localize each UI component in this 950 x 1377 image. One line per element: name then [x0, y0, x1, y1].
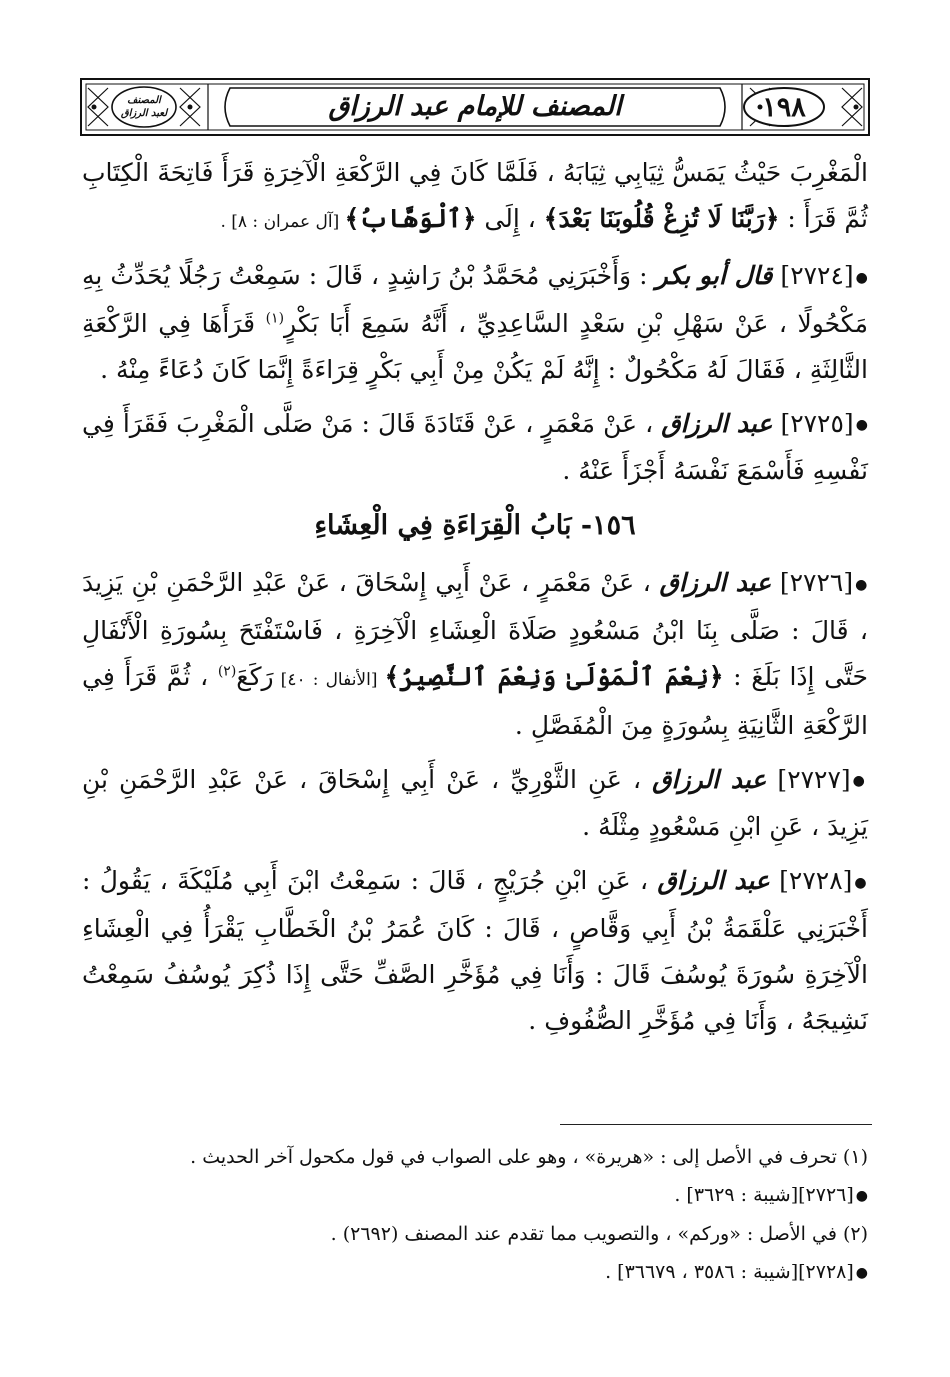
- bullet-icon: ●: [854, 874, 869, 891]
- quran-verse: ﴿رَبَّنَا لَا تُزِغْ قُلُوبَنَا بَعْدَ﴾: [543, 204, 780, 233]
- quran-verse: ﴿نِعْمَ ٱلْمَوْلَىٰ وَنِعْمَ ٱلنَّصِيرُ﴾: [384, 661, 724, 691]
- bullet-icon: ●: [855, 576, 869, 593]
- hadith-text: ، عَنِ الثَّوْرِيِّ ، عَنْ أَبِي إِسْحَاقَ ، عَنْ عَبْدِ الرَّحْمَنِ بْنِ يَزِيدَ ، عَنِ ابْنِ مَسْعُودٍ مِثْلَهُ .: [82, 764, 868, 841]
- hadith-2728: [82, 858, 868, 1044]
- hadith-text: ، إِلَى: [476, 204, 544, 233]
- hadith-number: [٢٧٢٧]: [777, 764, 851, 794]
- bullet-icon: ●: [855, 417, 869, 433]
- hadith-text: قَرَأَهَا فِي الرَّكْعَةِ الثَّالِثَةِ ، فَقَالَ لَهُ مَكْحُولٌ : إِنَّهُ لَمْ يَكُنْ مِنْ أَبِي بَكْرٍ قِرَاءَةً إِنَّمَا كَانَ دُعَاءً مِنْهُ .: [82, 308, 868, 384]
- narrator-name: عبد الرزاق: [659, 568, 772, 597]
- quran-verse: ﴿ٱلْوَهَّابُ﴾: [344, 204, 477, 233]
- logo-line-2: لعبد الرزاق: [120, 108, 168, 119]
- hadith-number: [٢٧٢٦]: [779, 568, 854, 597]
- footnote-marker[interactable]: (١): [265, 310, 285, 327]
- cross-reference-2726: [82, 1176, 868, 1215]
- chapter-title: ١٥٦- بَابُ الْقِرَاءَةِ فِي الْعِشَاءِ: [314, 510, 636, 541]
- hadith-text: ، ثُمَّ قَرَأَ فِي الرَّكْعَةِ الثَّانِيَةِ بِسُورَةٍ مِنَ الْمُفَصَّلِ .: [82, 661, 868, 740]
- verse-reference: [الأنفال : ٤٠]: [273, 669, 385, 690]
- hadith-2725: [82, 401, 868, 495]
- hadith-text: رَكَعَ: [236, 661, 274, 691]
- cross-reference-text: [٢٧٢٦][شيبة : ٣٦٢٩] .: [674, 1184, 854, 1206]
- footnotes: [82, 1138, 868, 1292]
- bullet-icon: ●: [852, 773, 869, 789]
- hadith-2727: [82, 757, 868, 851]
- hadith-number: [٢٧٢٤]: [780, 261, 854, 290]
- hadith-text: ، عَنِ ابْنِ جُرَيْجٍ ، قَالَ : سَمِعْتُ ابْنَ أَبِي مُلَيْكَةَ ، يَقُولُ : أَخْبَرَنِي عَلْقَمَةُ بْنُ أَبِي وَقَّاصٍ ، قَالَ : كَانَ عُمَرُ بْنُ الْخَطَّابِ يَقْرَأُ فِي الْعِشَاءِ الْآخِرَةِ سُورَةَ يُوسُفَ قَالَ : وَأَنَا فِي مُؤَخَّرِ الصَّفِّ حَتَّى إِذَا ذُكِرَ يُوسُفُ سَمِعْتُ نَشِيجَهُ ، وَأَنَا فِي مُؤَخَّرِ الصُّفُوفِ .: [82, 866, 868, 1035]
- page-number: ١٩٨: [762, 91, 806, 123]
- hadith-number: [٢٧٢٥]: [780, 408, 854, 438]
- footnote-1: (١) تحرف في الأصل إلى : «هريرة» ، وهو على الصواب في قول مكحول آخر الحديث .: [190, 1146, 868, 1168]
- logo-line-1: المصنف: [127, 95, 161, 106]
- narrator-name: عبد الرزاق: [652, 764, 767, 794]
- main-text: [82, 150, 868, 1052]
- hadith-continuation: [82, 150, 868, 245]
- publisher-logo: [112, 90, 176, 124]
- narrator-name: عبد الرزاق: [661, 408, 773, 438]
- running-title: المصنف للإمام عبد الرزاق: [328, 90, 622, 122]
- hadith-2724: [82, 253, 868, 393]
- page-header: [80, 78, 870, 136]
- hadith-text: الْمَغْرِبَ حَيْثُ يَمَسُّ ثِيَابِي ثِيَابَهُ ، فَلَمَّا كَانَ فِي الرَّكْعَةِ الْآخِرَةِ قَرَأَ فَاتِحَةَ الْكِتَابِ ثُمَّ قَرَأَ :: [82, 158, 868, 233]
- narrator-name: قال أبو بكر: [655, 261, 773, 290]
- hadith-text: : وَأَخْبَرَنِي مُحَمَّدُ بْنُ رَاشِدٍ ، قَالَ : سَمِعْتُ رَجُلًا يُحَدِّثُ بِهِ مَكْحُولًا ، عَنْ سَهْلِ بْنِ سَعْدٍ السَّاعِدِيِّ ، أَنَّهُ سَمِعَ أَبَا بَكْرٍ: [82, 261, 869, 338]
- bullet-icon: ●: [855, 1188, 868, 1204]
- footnote-2: (٢) في الأصل : «وركم» ، والتصويب مما تقدم عند المصنف (٢٦٩٢) .: [330, 1223, 868, 1245]
- verse-reference: [آل عمران : ٨] .: [220, 212, 345, 232]
- hadith-text: ، عَنْ مَعْمَرٍ ، عَنْ أَبِي إِسْحَاقَ ، عَنْ عَبْدِ الرَّحْمَنِ بْنِ يَزِيدَ ، قَالَ : صَلَّى بِنَا ابْنُ مَسْعُودٍ صَلَاةَ الْعِشَاءِ الْآخِرَةِ ، فَاسْتَفْتَحَ بِسُورَةِ الْأَنْفَالِ حَتَّى إِذَا بَلَغَ :: [82, 568, 868, 691]
- bullet-icon: ●: [855, 269, 868, 286]
- hadith-text: ، عَنْ مَعْمَرٍ ، عَنْ قَتَادَةَ قَالَ : مَنْ صَلَّى الْمَغْرِبَ فَقَرَأَ فِي نَفْسِهِ فَأَسْمَعَ نَفْسَهُ أَجْزَأَ عَنْهُ .: [82, 408, 868, 485]
- cross-reference-text: [٢٧٢٨][شيبة : ٣٥٨٦ ، ٣٦٦٧٩] .: [605, 1261, 854, 1283]
- footnote-divider: [560, 1124, 872, 1125]
- footnote-marker[interactable]: (٢): [217, 663, 237, 680]
- bullet-icon: ●: [855, 1265, 868, 1281]
- hadith-number: [٢٧٢٨]: [779, 866, 853, 895]
- narrator-name: عبد الرزاق: [657, 866, 770, 895]
- cross-reference-2728: [82, 1253, 868, 1292]
- hadith-2726: [82, 560, 868, 749]
